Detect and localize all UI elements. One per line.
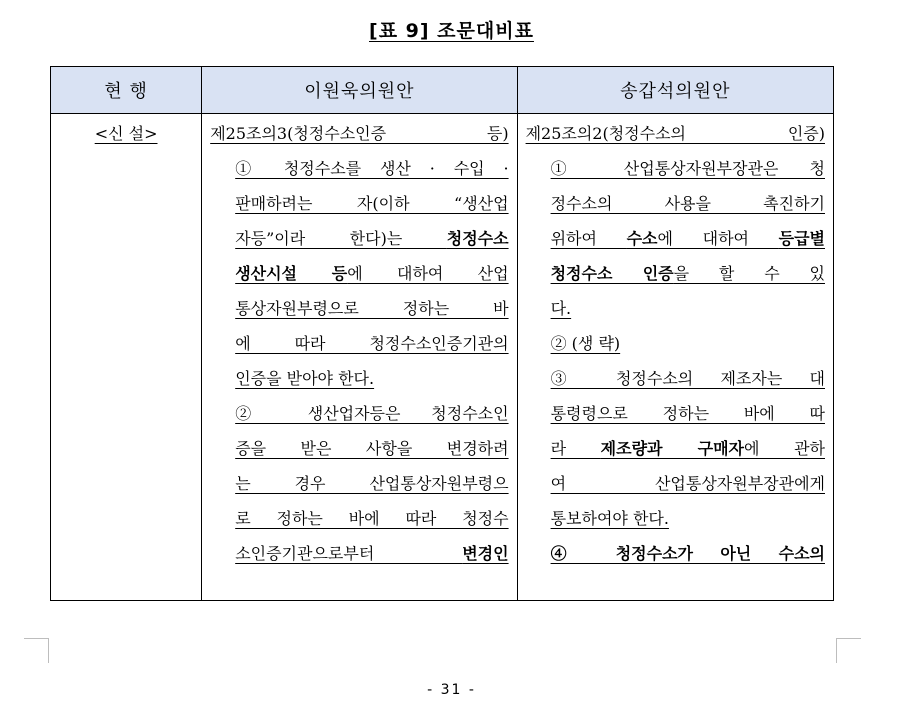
lee-line: 에 따라 청정수소인증기관의 — [235, 334, 509, 353]
song-line: ④ 청정수소가 아닌 수소의 — [550, 544, 825, 563]
header-current: 현 행 — [51, 67, 202, 114]
crop-mark-right — [836, 638, 861, 663]
title-text: [표 9] 조문대비표 — [369, 20, 534, 42]
song-line: 정수소의 사용을 촉진하기 — [550, 194, 825, 213]
song-article-heading: 제25조의2(청정수소의 인증) — [525, 124, 825, 143]
lee-line: 통상자원부령으로 정하는 바 — [235, 299, 509, 318]
page-number: - 31 - — [427, 682, 476, 698]
crop-mark-left — [24, 638, 49, 663]
song-line: 통령령으로 정하는 바에 따 — [550, 404, 825, 423]
lee-proposal-cell — [202, 114, 517, 601]
lee-line: 자등”이라 한다)는 청정수소 — [235, 229, 509, 248]
lee-line: 는 경우 산업통상자원부령으 — [235, 474, 509, 493]
song-line: 다. — [550, 299, 572, 318]
song-line: 통보하여야 한다. — [550, 509, 669, 528]
lee-line: ① 청정수소를 생산 · 수입 · — [235, 159, 509, 178]
lee-line: 증을 받은 사항을 변경하려 — [235, 439, 509, 458]
lee-line: 소인증기관으로부터 변경인 — [235, 544, 509, 563]
song-line: 라 제조량과 구매자에 관하 — [550, 439, 825, 458]
current-law-text: <신 설> — [94, 124, 158, 143]
table-body-row — [51, 114, 834, 601]
comparison-table — [50, 66, 834, 601]
song-line: ② (생 략) — [550, 334, 621, 353]
header-song-proposal: 송갑석의원안 — [517, 67, 833, 114]
header-lee-proposal: 이원욱의원안 — [202, 67, 517, 114]
song-line: ① 산업통상자원부장관은 청 — [550, 159, 825, 178]
song-line: ③ 청정수소의 제조자는 대 — [550, 369, 825, 388]
page-title — [0, 16, 903, 43]
lee-line: 로 정하는 바에 따라 청정수 — [235, 509, 509, 528]
song-proposal-cell — [517, 114, 833, 601]
lee-line: ② 생산업자등은 청정수소인 — [235, 404, 509, 423]
song-line: 위하여 수소에 대하여 등급별 — [550, 229, 825, 248]
table-header-row — [51, 67, 834, 114]
current-law-cell — [51, 114, 202, 601]
lee-line: 인증을 받아야 한다. — [235, 369, 375, 388]
lee-article-heading: 제25조의3(청정수소인증 등) — [210, 124, 509, 143]
song-line: 청정수소 인증을 할 수 있 — [550, 264, 825, 283]
lee-line: 생산시설 등에 대하여 산업 — [235, 264, 509, 283]
song-line: 여 산업통상자원부장관에게 — [550, 474, 825, 493]
lee-line: 판매하려는 자(이하 “생산업 — [235, 194, 509, 213]
